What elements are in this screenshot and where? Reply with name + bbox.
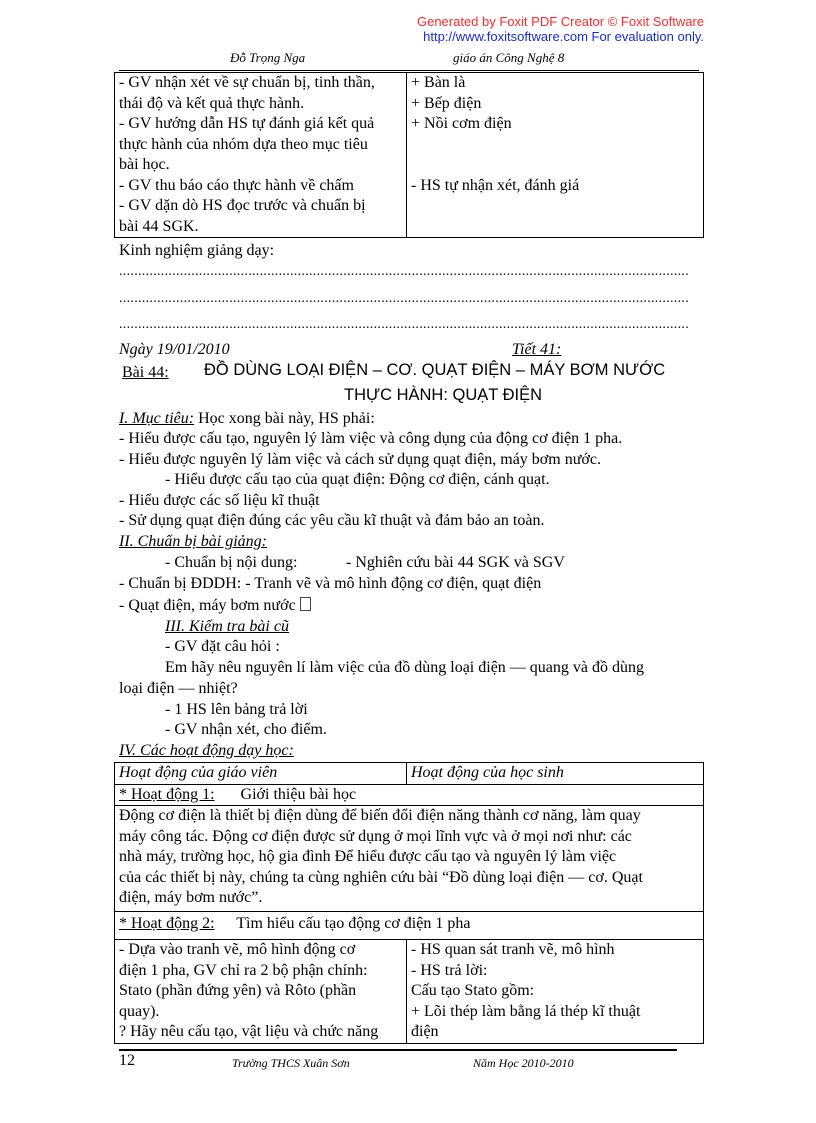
dotted-line: ...................................................................................................................................................... <box>119 264 689 279</box>
header-subject: giáo án Công Nghệ 8 <box>453 50 565 65</box>
prev-teacher-line: - GV hướng dẫn HS tự đánh giá kết quả <box>119 115 375 132</box>
student-line: Cấu tạo Stato gồm: <box>411 982 535 999</box>
review-step: - GV nhận xét, cho điểm. <box>165 721 327 738</box>
prev-student-line: + Bàn là <box>411 74 466 91</box>
experience-label: Kinh nghiệm giảng dạy: <box>119 242 275 259</box>
student-line: - HS quan sát tranh vẽ, mô hình <box>411 941 615 958</box>
intro-line: máy công tác. Động cơ điện được sử dụng ở mọi lĩnh vực và ở mọi nơi như: các <box>119 827 632 845</box>
preparation-heading: II. Chuẩn bị bài giảng: <box>119 533 267 550</box>
prev-teacher-cell <box>115 73 407 238</box>
prev-teacher-line: - GV nhận xét về sự chuẩn bị, tinh thần, <box>119 74 375 91</box>
previous-activity-table <box>114 72 704 238</box>
prev-teacher-line: bài 44 SGK. <box>119 217 199 235</box>
review-question: Em hãy nêu nguyên lí làm việc của đồ dùng loại điện — quang và đồ dùng <box>165 659 644 676</box>
student-activity-cell <box>407 940 704 1044</box>
prev-student-line: - HS tự nhận xét, đánh giá <box>411 176 580 194</box>
prev-teacher-line: - GV dặn dò HS đọc trước và chuẩn bị <box>119 197 366 214</box>
teacher-line: - Dựa vào tranh vẽ, mô hình động cơ <box>119 941 356 958</box>
content-prep-label: - Chuẩn bị nội dung: <box>165 554 298 571</box>
review-heading: III. Kiểm tra bài cũ <box>165 618 289 635</box>
footer-school: Trường THCS Xuân Sơn <box>232 1056 350 1070</box>
prev-student-line: + Nồi cơm điện <box>411 115 512 132</box>
activity-2-label: * Hoạt động 2: <box>119 914 215 932</box>
review-question-cont: loại điện — nhiệt? <box>119 680 238 697</box>
lesson-subtitle: THỰC HÀNH: QUẠT ĐIỆN <box>344 386 543 404</box>
intro-line: Động cơ điện là thiết bị điện dùng để biến đổi điện năng thành cơ năng, làm quay <box>119 807 641 824</box>
activity-1-intro <box>115 806 704 912</box>
prev-teacher-line: thực hành của nhóm dựa theo mục tiêu <box>119 135 368 153</box>
prev-teacher-line: bài học. <box>119 156 170 173</box>
activity-1-row <box>115 784 704 806</box>
dotted-line: ...................................................................................................................................................... <box>119 291 689 306</box>
activity-1-title: Giới thiệu bài học <box>240 785 357 803</box>
activity-2-row <box>115 911 704 940</box>
lesson-period: Tiết 41: <box>512 341 562 358</box>
teacher-line: ? Hãy nêu cấu tạo, vật liệu và chức năng <box>119 1023 379 1040</box>
col-header-teacher: Hoạt động của giáo viên <box>115 763 407 785</box>
foxit-watermark <box>417 14 704 44</box>
objective-item: - Hiểu được các số liệu kĩ thuật <box>119 492 320 509</box>
activities-heading: IV. Các hoạt động dạy học: <box>119 742 294 759</box>
prev-student-line: + Bếp điện <box>411 94 482 112</box>
objective-item: - Hiểu được nguyên lý làm việc và cách sử dụng quạt điện, máy bơm nước. <box>119 451 601 468</box>
objective-item: - Hiểu được cấu tạo, nguyên lý làm việc và công dụng của động cơ điện 1 pha. <box>119 430 623 447</box>
objective-item: - Sử dụng quạt điện đúng các yêu cầu kĩ thuật và đảm bảo an toàn. <box>119 512 545 529</box>
review-question-label: - GV đặt câu hỏi : <box>165 638 280 655</box>
equipment-prep: - Chuẩn bị ĐDDH: - Tranh vẽ và mô hình động cơ điện, quạt điện <box>119 575 542 592</box>
intro-line: điện, máy bơm nước”. <box>119 889 263 906</box>
prev-teacher-line: thái độ và kết quả thực hành. <box>119 94 305 112</box>
header-author: Đỗ Trọng Nga <box>230 50 306 65</box>
equipment-items-text: - Quạt điện, máy bơm nước <box>119 597 300 614</box>
student-line: + Lõi thép làm bằng lá thép kĩ thuật <box>411 1002 641 1020</box>
lesson-date: Ngày 19/01/2010 <box>119 341 230 358</box>
missing-glyph-icon <box>300 597 311 611</box>
header-rule <box>119 70 699 71</box>
content-prep-value: - Nghiên cứu bài 44 SGK và SGV <box>346 554 565 571</box>
objectives-intro: Học xong bài này, HS phải: <box>194 410 375 427</box>
activity-1-label: * Hoạt động 1: <box>119 785 215 803</box>
dotted-line: ...................................................................................................................................................... <box>119 317 689 332</box>
equipment-items <box>119 596 311 617</box>
lesson-number: Bài 44: <box>122 364 169 381</box>
activity-table <box>114 762 704 1044</box>
footer-rule <box>119 1049 677 1051</box>
student-line: điện <box>411 1023 439 1040</box>
intro-line-text: nhà máy, trường học, hộ gia đình Để hiểu được cấu tạo và nguyên lý làm việc <box>119 848 617 865</box>
review-step: - 1 HS lên bảng trả lời <box>165 701 308 718</box>
teacher-activity-cell <box>115 940 407 1044</box>
intro-line: của các thiết bị này, chúng ta cùng nghiên cứu bài “Đồ dùng loại điện — cơ. Quạt <box>119 868 643 886</box>
watermark-line-1: Generated by Foxit PDF Creator © Foxit Software <box>416 14 704 29</box>
watermark-line-2: http://www.foxitsoftware.com For evaluation only. <box>423 29 704 44</box>
objectives-heading: I. Mục tiêu: <box>119 410 195 427</box>
objective-item: - Hiểu được cấu tạo của quạt điện: Động cơ điện, cánh quạt. <box>165 471 550 488</box>
col-header-student: Hoạt động của học sinh <box>407 763 704 785</box>
footer-year: Năm Học 2010-2010 <box>473 1056 574 1070</box>
intro-line <box>119 847 699 868</box>
student-line: - HS trả lời: <box>411 961 488 979</box>
page-number: 12 <box>119 1052 135 1069</box>
lesson-title: ĐỒ DÙNG LOẠI ĐIỆN – CƠ. QUẠT ĐIỆN – MÁY BƠM NƯỚC <box>204 361 666 379</box>
objectives-heading-line <box>119 409 375 430</box>
activity-2-title: Tìm hiểu cấu tạo động cơ điện 1 pha <box>236 914 471 932</box>
teacher-line: quay). <box>119 1002 160 1020</box>
teacher-line: Stato (phần đứng yên) và Rôto (phần <box>119 982 357 999</box>
teacher-line: điện 1 pha, GV chỉ ra 2 bộ phận chính: <box>119 961 368 979</box>
prev-teacher-line: - GV thu báo cáo thực hành về chấm <box>119 176 354 194</box>
prev-student-cell <box>407 73 704 238</box>
